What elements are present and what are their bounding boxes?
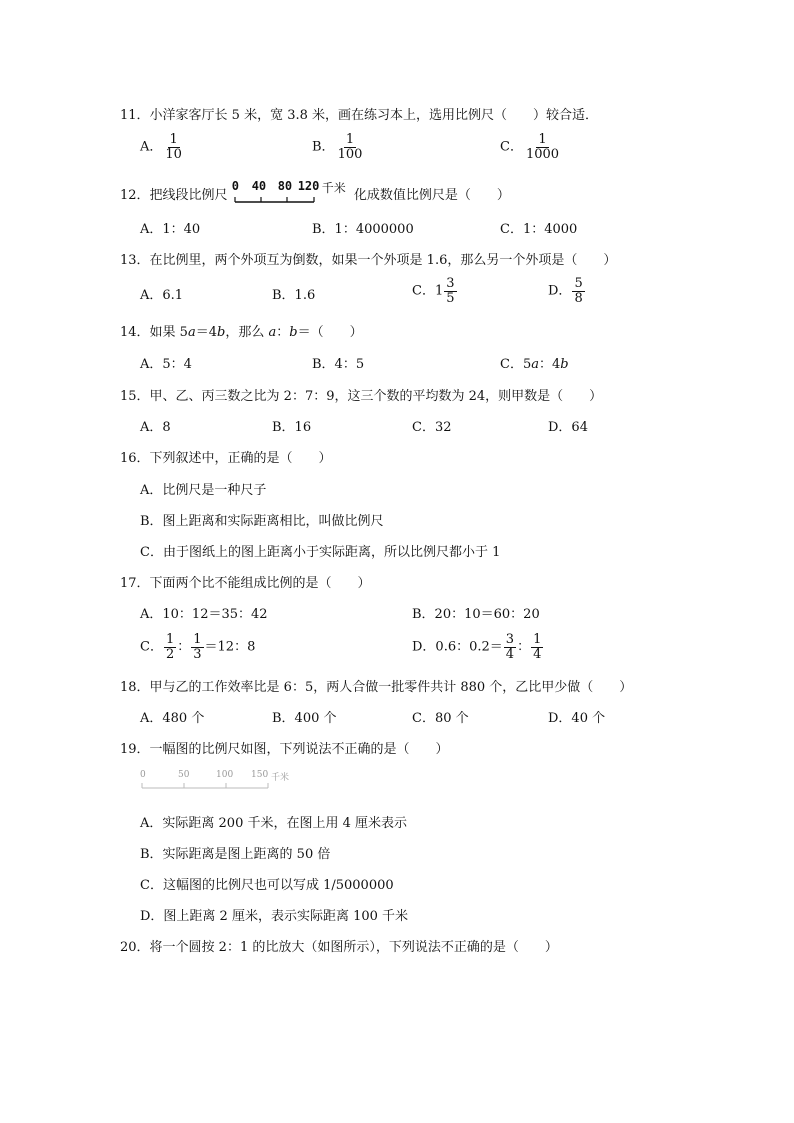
question-18-stem: 18．甲与乙的工作效率比是 6：5，两人合做一批零件共计 880 个，乙比甲少做（ ）	[120, 680, 633, 695]
question-14-stem: 14．如果 5a＝4b，那么 a：b＝（ ）	[120, 325, 363, 340]
ruler-tick-120: 120	[297, 178, 320, 193]
ruler-tick-100: 100	[216, 770, 234, 780]
ruler-tick-40: 40	[251, 178, 267, 193]
q17-option-d: D．0.6：0.2＝ $\frac{3}{4}$ ： $\frac{1}{4}$	[412, 632, 542, 662]
question-17-stem: 17．下面两个比不能组成比例的是（ ）	[120, 576, 371, 591]
q16-option-b: B．图上距离和实际距离相比，叫做比例尺	[140, 514, 384, 529]
q11-option-b: B． $\frac{1}{100}$	[312, 132, 363, 162]
q13-option-c: C．1 $\frac{3}{5}$	[412, 276, 455, 306]
question-12-stem: 12．把线段比例尺 0 40 80 120 千米 化成数值比例尺是（ ）	[120, 184, 510, 207]
q19-option-a: A．实际距离 200 千米，在图上用 4 厘米表示	[140, 816, 408, 831]
q11-option-c: C． $\frac{1}{1000}$	[500, 132, 560, 162]
q18-option-d: D．40 个	[548, 711, 606, 726]
q13-option-a: A．6.1	[140, 288, 184, 303]
ruler-unit: 千米	[321, 180, 346, 195]
ruler-tick-80: 80	[277, 178, 293, 193]
q14-option-b: B．4：5	[312, 357, 365, 372]
ruler-tick-50: 50	[178, 770, 190, 780]
q14-option-a: A．5：4	[140, 357, 192, 372]
q12-option-b: B．1：4000000	[312, 222, 414, 237]
ruler-tick-0: 0	[140, 770, 146, 780]
ruler-tick-150: 150	[251, 770, 269, 780]
ruler-unit: 千米	[271, 773, 290, 783]
q13-option-b: B．1.6	[272, 288, 316, 303]
q14-option-c: C．5a：4b	[500, 357, 569, 372]
question-11-stem: 11．小洋家客厅长 5 米，宽 3.8 米，画在练习本上，选用比例尺（ ）较合适．	[120, 108, 599, 123]
q19-option-d: D．图上距离 2 厘米，表示实际距离 100 千米	[140, 909, 409, 924]
q15-option-d: D．64	[548, 420, 588, 435]
q15-option-b: B．16	[272, 420, 312, 435]
q16-option-c: C．由于图纸上的图上距离小于实际距离，所以比例尺都小于 1	[140, 545, 501, 560]
q15-option-a: A．8	[140, 420, 171, 435]
q19-option-c: C．这幅图的比例尺也可以写成 1/5000000	[140, 878, 394, 893]
ruler-tick-0: 0	[231, 178, 239, 193]
q13-option-d: D． $\frac{5}{8}$	[548, 276, 583, 306]
fraction: $\frac{1}{4}$	[533, 632, 542, 662]
question-20-stem: 20．将一个圆按 2：1 的比放大（如图所示），下列说法不正确的是（ ）	[120, 940, 558, 955]
fraction: $\frac{3}{5}$	[446, 276, 455, 306]
question-19-stem: 19．一幅图的比例尺如图，下列说法不正确的是（ ）	[120, 742, 449, 757]
line-segment-scale-ruler	[231, 178, 350, 207]
q17-option-a: A．10：12＝35：42	[140, 607, 268, 622]
q19-option-b: B．实际距离是图上距离的 50 倍	[140, 847, 331, 862]
q19-scale-ruler	[140, 768, 300, 794]
q15-option-c: C．32	[412, 420, 452, 435]
q18-option-c: C．80 个	[412, 711, 469, 726]
question-13-stem: 13．在比例里，两个外项互为倒数，如果一个外项是 1.6，那么另一个外项是（ ）	[120, 253, 617, 268]
question-15-stem: 15．甲、乙、丙三数之比为 2：7：9，这三个数的平均数为 24，则甲数是（ ）	[120, 389, 603, 404]
fraction: $\frac{1}{10}$	[165, 132, 182, 162]
q11-option-a: A． $\frac{1}{10}$	[140, 132, 182, 162]
q12-option-a: A．1：40	[140, 222, 201, 237]
question-16-stem: 16．下列叙述中，正确的是（ ）	[120, 451, 332, 466]
q12-option-c: C．1：4000	[500, 222, 578, 237]
fraction: $\frac{1}{1000}$	[525, 132, 560, 162]
fraction: $\frac{5}{8}$	[574, 276, 583, 306]
fraction: $\frac{3}{4}$	[505, 632, 515, 662]
fraction: $\frac{1}{100}$	[337, 132, 363, 162]
q18-option-a: A．480 个	[140, 711, 205, 726]
q17-option-b: B．20：10＝60：20	[412, 607, 540, 622]
q17-option-c: C． $\frac{1}{2}$ ： $\frac{1}{3}$ ＝12：8	[140, 632, 256, 662]
q18-option-b: B．400 个	[272, 711, 337, 726]
q16-option-a: A．比例尺是一种尺子	[140, 483, 267, 498]
fraction: $\frac{1}{3}$	[193, 632, 202, 662]
fraction: $\frac{1}{2}$	[165, 632, 175, 662]
